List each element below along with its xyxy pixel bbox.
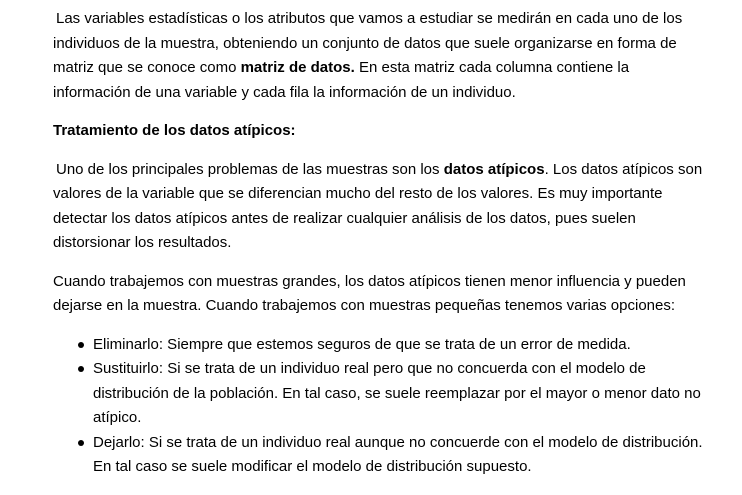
list-item-dejar xyxy=(53,431,703,480)
list-item-text: Sustituirlo: Si se trata de un individuo real pero que no concuerda con el modelo de distribución de la población. En tal caso, se suele reemplazar por el mayor o menor dato no atípico. xyxy=(93,360,701,426)
section-heading: Tratamiento de los datos atípicos: xyxy=(53,122,296,139)
bullet-icon xyxy=(78,342,84,348)
list-item-sustituir xyxy=(53,357,703,431)
document-page xyxy=(53,7,703,480)
bullet-icon xyxy=(78,440,84,446)
paragraph-options: Cuando trabajemos con muestras grandes, los datos atípicos tienen menor influencia y pueden dejarse en la muestra. Cuando trabajemos con muestras pequeñas tenemos varias opciones: xyxy=(53,272,686,314)
paragraph-intro-text-end: En esta matriz cada columna contiene la información de una variable y cada fila la información de un individuo. xyxy=(53,59,630,101)
list-item-text: Eliminarlo: Siempre que estemos seguros de que se trata de un error de medida. xyxy=(93,335,631,353)
term-datos-atipicos: datos atípicos xyxy=(443,160,545,178)
term-matriz-de-datos: matriz de datos. xyxy=(240,59,355,76)
paragraph-outliers-text: Uno de los principales problemas de las muestras son los xyxy=(56,160,444,178)
paragraph-outliers-text-end: . Los datos atípicos son valores de la variable que se diferencian mucho del resto de los valores. Es muy importante detectar los datos atípicos antes de realizar cualquier análisis de los datos, pues suelen distorsionar los resultados. xyxy=(53,160,703,251)
list-item-text: Dejarlo: Si se trata de un individuo real aunque no concuerde con el modelo de distribución. En tal caso se suele modificar el modelo de distribución supuesto. xyxy=(93,433,703,475)
paragraph-intro xyxy=(53,7,703,105)
bullet-icon xyxy=(78,366,84,372)
paragraph-intro-text: Las variables estadísticas o los atributos que vamos a estudiar se medirán en cada uno de los individuos de la muestra, obteniendo un conjunto de datos que suele organizarse en forma de matriz que se conoce como xyxy=(53,10,683,76)
options-list xyxy=(53,333,703,480)
paragraph-outliers xyxy=(53,158,703,256)
list-item-eliminar xyxy=(53,333,703,358)
